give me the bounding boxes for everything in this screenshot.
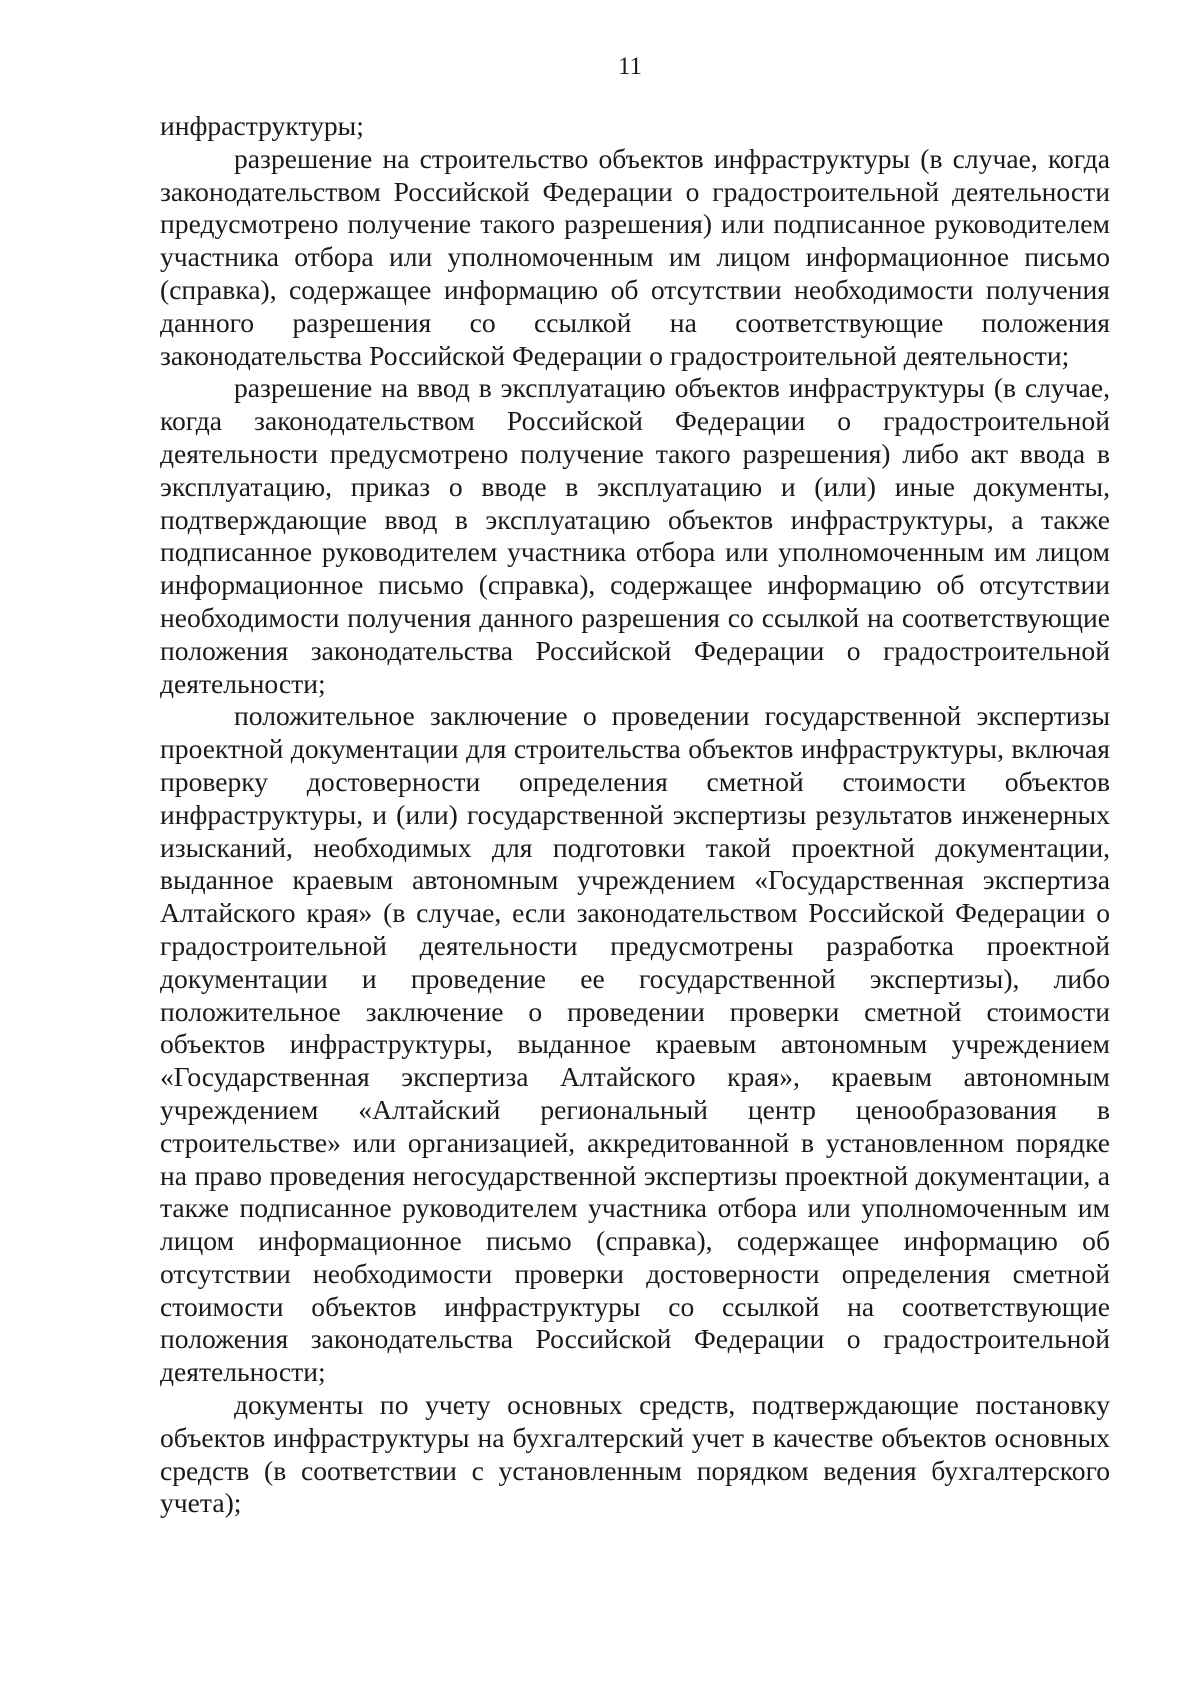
paragraph-commissioning-permit: разрешение на ввод в эксплуатацию объектов инфраструктуры (в случае, когда законодательством Российской Федерации о градостроительной деятельности предусмотрено получение такого разрешения) либо акт ввода в эксплуатацию, приказ о вводе в эксплуатацию и (или) иные документы, подтверждающие ввод в эксплуатацию объектов инфраструктуры, а также подписанное руководителем участника отбора или уполномоченным им лицом информационное письмо (справка), содержащее информацию об отсутствии необходимости получения данного разрешения со ссылкой на соответствующие положения законодательства Российской Федерации о градостроительной деятельности; [160, 372, 1110, 699]
document-body [160, 110, 1110, 1520]
paragraph-construction-permit: разрешение на строительство объектов инфраструктуры (в случае, когда законодательством Российской Федерации о градостроительной деятельности предусмотрено получение такого разрешения) или подписанное руководителем участника отбора или уполномоченным им лицом информационное письмо (справка), содержащее информацию об отсутствии необходимости получения данного разрешения со ссылкой на соответствующие положения законодательства Российской Федерации о градостроительной деятельности; [160, 142, 1110, 371]
paragraph-continuation: инфраструктуры; [160, 110, 364, 141]
paragraph-fixed-assets-documents: документы по учету основных средств, подтверждающие постановку объектов инфраструктуры на бухгалтерский учет в качестве объектов основных средств (в соответствии с установленным порядком ведения бухгалтерского учета); [160, 1389, 1110, 1519]
paragraph-expertise-conclusion: положительное заключение о проведении государственной экспертизы проектной документации для строительства объектов инфраструктуры, включая проверку достоверности определения сметной стоимости объектов инфраструктуры, и (или) государственной экспертизы результатов инженерных изысканий, необходимых для подготовки такой проектной документации, выданное краевым автономным учреждением «Государственная экспертиза Алтайского края» (в случае, если законодательством Российской Федерации о градостроительной деятельности предусмотрены разработка проектной документации и проведение ее государственной экспертизы), либо положительное заключение о проведении проверки сметной стоимости объектов инфраструктуры, выданное краевым автономным учреждением «Государственная экспертиза Алтайского края», краевым автономным учреждением «Алтайский региональный центр ценообразования в строительстве» или организацией, аккредитованной в установленном порядке на право проведения негосударственной экспертизы проектной документации, а также подписанное руководителем участника отбора или уполномоченным им лицом информационное письмо (справка), содержащее информацию об отсутствии необходимости проверки достоверности определения сметной стоимости объектов инфраструктуры со ссылкой на соответствующие положения законодательства Российской Федерации о градостроительной деятельности; [160, 700, 1110, 1388]
page-number: 11 [617, 53, 643, 80]
